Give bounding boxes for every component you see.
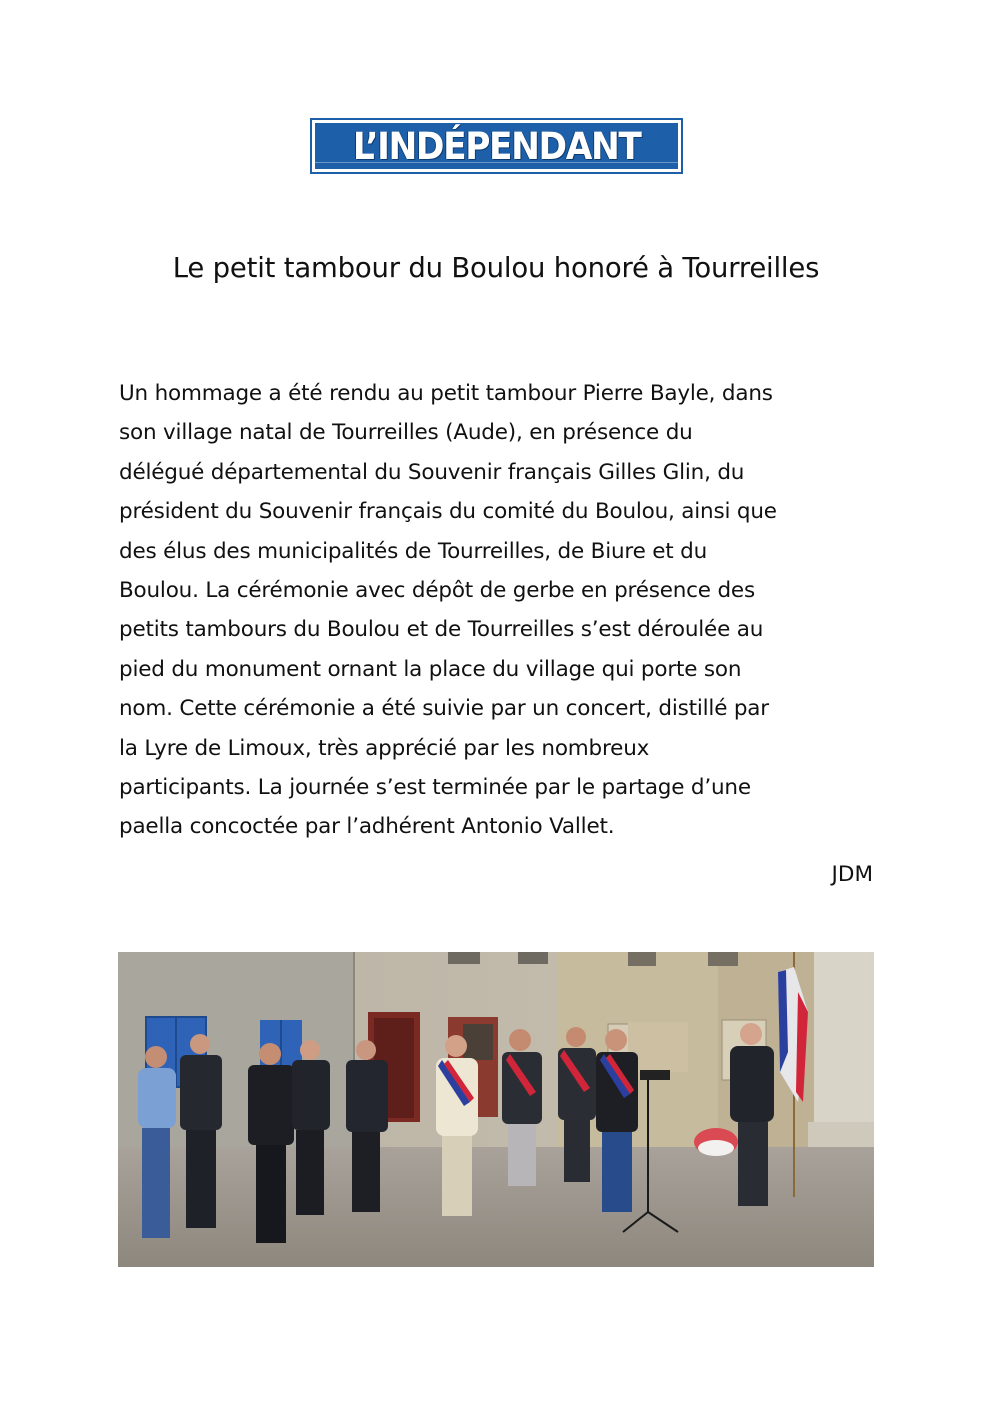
article-title: Le petit tambour du Boulou honoré à Tourreilles	[172, 252, 820, 284]
body-line: des élus des municipalités de Tourreilles, de Biure et du	[119, 538, 708, 564]
body-line: pied du monument ornant la place du village qui porte son	[119, 656, 742, 682]
body-line: nom. Cette cérémonie a été suivie par un concert, distillé par	[119, 696, 769, 722]
author-signature: JDM	[831, 862, 873, 887]
body-line: paella concoctée par l’adhérent Antonio Vallet.	[119, 814, 615, 840]
newspaper-logo	[310, 118, 683, 174]
body-line: petits tambours du Boulou et de Tourreilles s’est déroulée au	[119, 617, 764, 643]
body-line: président du Souvenir français du comité du Boulou, ainsi que	[119, 499, 777, 525]
body-line: participants. La journée s’est terminée par le partage d’une	[119, 775, 751, 801]
logo-banner	[315, 123, 678, 169]
body-line: Boulou. La cérémonie avec dépôt de gerbe en présence des	[119, 578, 755, 604]
body-line: délégué départemental du Souvenir français Gilles Glin, du	[119, 459, 745, 485]
ceremony-photo-illustration	[118, 952, 874, 1267]
body-line: Un hommage a été rendu au petit tambour Pierre Bayle, dans	[119, 381, 773, 406]
logo-text: L’INDÉPENDANT	[352, 124, 641, 168]
body-line: la Lyre de Limoux, très apprécié par les nombreux	[119, 735, 650, 761]
article-body	[119, 374, 879, 847]
ceremony-photo	[118, 952, 874, 1267]
body-line: son village natal de Tourreilles (Aude), en présence du	[119, 420, 693, 446]
